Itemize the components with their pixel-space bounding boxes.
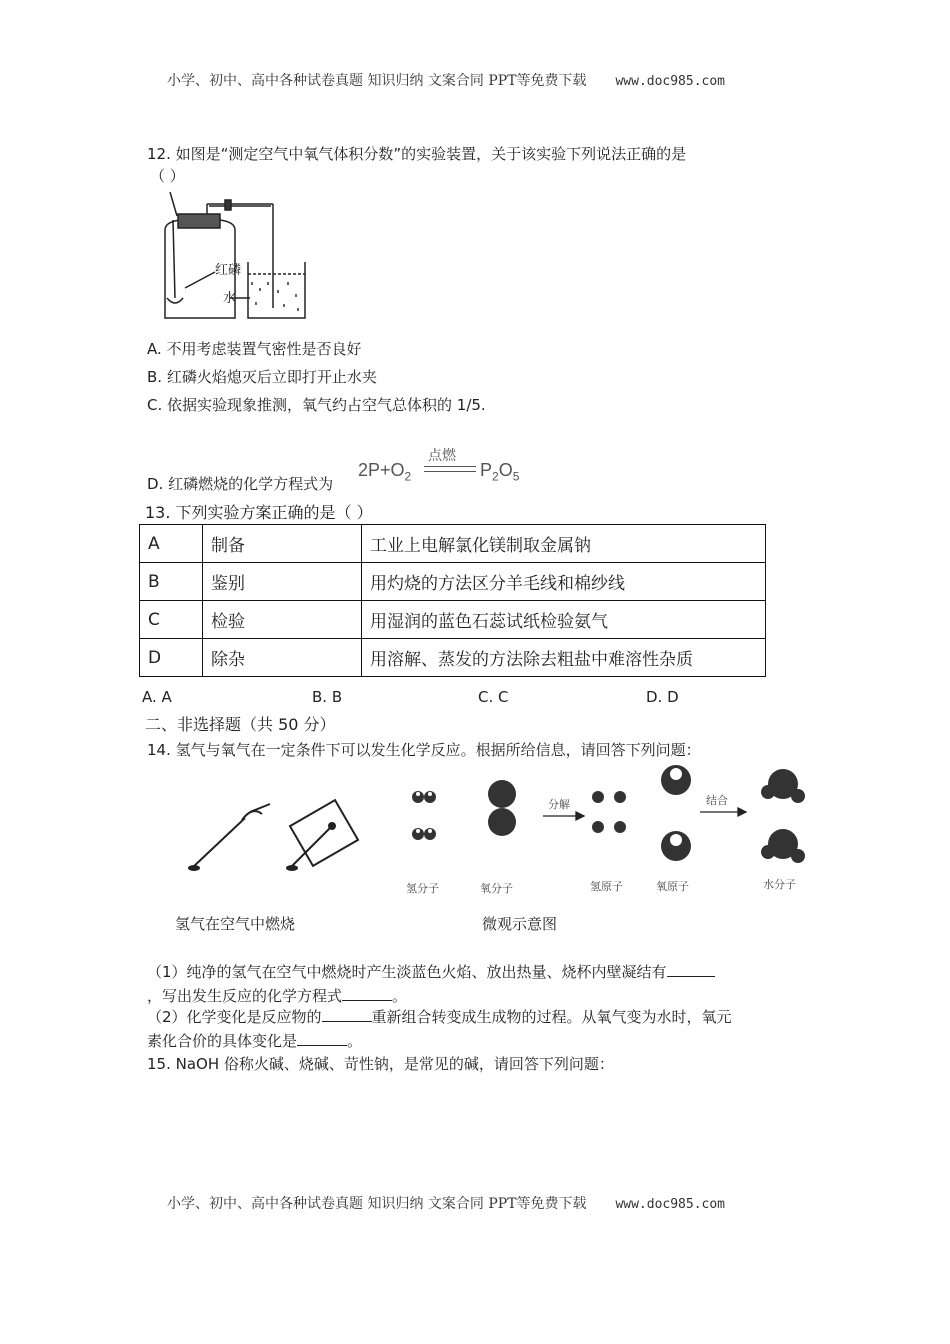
table-cell-type: 鉴别 bbox=[203, 563, 362, 601]
q13-choice-c[interactable]: C. C bbox=[478, 688, 509, 706]
h-atom-label: 氢原子 bbox=[590, 880, 623, 893]
answer-blank[interactable] bbox=[322, 1009, 372, 1022]
table-cell-type: 除杂 bbox=[203, 639, 362, 677]
q13-choice-a[interactable]: A. A bbox=[142, 688, 172, 706]
footer-text: 小学、初中、高中各种试卷真题 知识归纳 文案合同 PPT等免费下载 bbox=[167, 1196, 587, 1212]
hydrogen-burning-figure bbox=[180, 798, 380, 884]
page-footer bbox=[167, 1193, 725, 1213]
table-row bbox=[140, 601, 766, 639]
table-cell-desc: 工业上电解氯化镁制取金属钠 bbox=[362, 525, 766, 563]
fig-caption-micro: 微观示意图 bbox=[482, 915, 558, 933]
table-cell-key: A bbox=[140, 525, 203, 563]
q13-stem: 13. 下列实验方案正确的是（ ） bbox=[145, 503, 373, 522]
table-cell-desc: 用湿润的蓝色石蕊试纸检验氨气 bbox=[362, 601, 766, 639]
table-row bbox=[140, 563, 766, 601]
q15-stem: 15. NaOH 俗称火碱、烧碱、苛性钠，是常见的碱，请回答下列问题： bbox=[147, 1055, 614, 1073]
page-header bbox=[167, 70, 725, 90]
table-cell-desc: 用灼烧的方法区分羊毛线和棉纱线 bbox=[362, 563, 766, 601]
q14-part2-line2 bbox=[147, 1030, 362, 1051]
q14-part1-end: 。 bbox=[392, 987, 408, 1005]
q12-option-c[interactable]: C. 依据实验现象推测，氧气约占空气总体积的 1/5. bbox=[147, 396, 486, 414]
table-cell-type: 制备 bbox=[203, 525, 362, 563]
eq-condition: 点燃 bbox=[428, 447, 456, 463]
header-url[interactable]: www.doc985.com bbox=[615, 74, 726, 89]
q12-option-b[interactable]: B. 红磷火焰熄灭后立即打开止水夹 bbox=[147, 368, 377, 386]
q14-part2-line1 bbox=[147, 1006, 732, 1027]
q14-part2-end: 。 bbox=[347, 1032, 363, 1050]
eq-lhs: 2P+O bbox=[358, 460, 405, 480]
q14-part1-text-b: ，写出发生反应的化学方程式 bbox=[147, 987, 343, 1005]
q12-answer-paren: （ ） bbox=[150, 167, 185, 185]
q14-part1-line2 bbox=[147, 985, 407, 1006]
q12-option-a[interactable]: A. 不用考虑装置气密性是否良好 bbox=[147, 340, 362, 358]
header-text: 小学、初中、高中各种试卷真题 知识归纳 文案合同 PPT等免费下载 bbox=[167, 73, 587, 89]
o-atom-label: 氧原子 bbox=[656, 880, 689, 893]
answer-blank[interactable] bbox=[297, 1033, 347, 1046]
answer-blank[interactable] bbox=[667, 964, 715, 977]
q12-stem: 12. 如图是“测定空气中氧气体积分数”的实验装置，关于该实验下列说法正确的是 bbox=[147, 145, 687, 163]
q14-stem: 14. 氢气与氧气在一定条件下可以发生化学反应。根据所给信息，请回答下列问题： bbox=[147, 741, 701, 759]
q14-part1-line1 bbox=[147, 961, 715, 982]
table-cell-desc: 用溶解、蒸发的方法除去粗盐中难溶性杂质 bbox=[362, 639, 766, 677]
eq-rhs-sub2: 5 bbox=[512, 469, 520, 484]
answer-blank[interactable] bbox=[342, 988, 392, 1001]
q14-part2-text-b: 重新组合转变成生成物的过程。从氧气变为水时，氧元 bbox=[371, 1008, 732, 1026]
q13-choice-b[interactable]: B. B bbox=[312, 688, 343, 706]
decompose-label: 分解 bbox=[548, 798, 570, 811]
fig-caption-burning: 氢气在空气中燃烧 bbox=[175, 915, 296, 933]
phosphorus-combustion-equation bbox=[358, 444, 533, 488]
table-cell-key: B bbox=[140, 563, 203, 601]
q12-option-d[interactable]: D. 红磷燃烧的化学方程式为 bbox=[147, 475, 334, 493]
q14-part2-text-a: （2）化学变化是反应物的 bbox=[147, 1008, 322, 1026]
table-row bbox=[140, 639, 766, 677]
section-title: 二、非选择题（共 50 分） bbox=[145, 715, 336, 734]
eq-lhs-sub: 2 bbox=[404, 469, 412, 484]
combine-label: 结合 bbox=[706, 794, 728, 807]
eq-rhs-o: O bbox=[498, 460, 513, 480]
water-molecule-label: 水分子 bbox=[763, 878, 796, 891]
o2-label: 氧分子 bbox=[480, 882, 513, 895]
table-cell-key: C bbox=[140, 601, 203, 639]
table-row bbox=[140, 525, 766, 563]
phosphorus-label: 红磷 bbox=[215, 263, 242, 278]
q14-part2-text-c: 素化合价的具体变化是 bbox=[147, 1032, 298, 1050]
h2-label: 氢分子 bbox=[406, 882, 439, 895]
q13-choice-d[interactable]: D. D bbox=[646, 688, 679, 706]
table-cell-type: 检验 bbox=[203, 601, 362, 639]
eq-equals-sign bbox=[424, 466, 476, 472]
q13-table bbox=[139, 524, 766, 677]
eq-rhs-sub1: 2 bbox=[492, 469, 499, 484]
water-label: 水 bbox=[223, 291, 237, 306]
table-cell-key: D bbox=[140, 639, 203, 677]
q14-part1-text-a: （1）纯净的氢气在空气中燃烧时产生淡蓝色火焰、放出热量、烧杯内壁凝结有 bbox=[147, 963, 667, 981]
micro-reaction-diagram bbox=[398, 764, 818, 899]
eq-rhs-p: P bbox=[480, 460, 493, 480]
oxygen-volume-apparatus-figure bbox=[145, 190, 310, 325]
footer-url[interactable]: www.doc985.com bbox=[615, 1197, 726, 1212]
